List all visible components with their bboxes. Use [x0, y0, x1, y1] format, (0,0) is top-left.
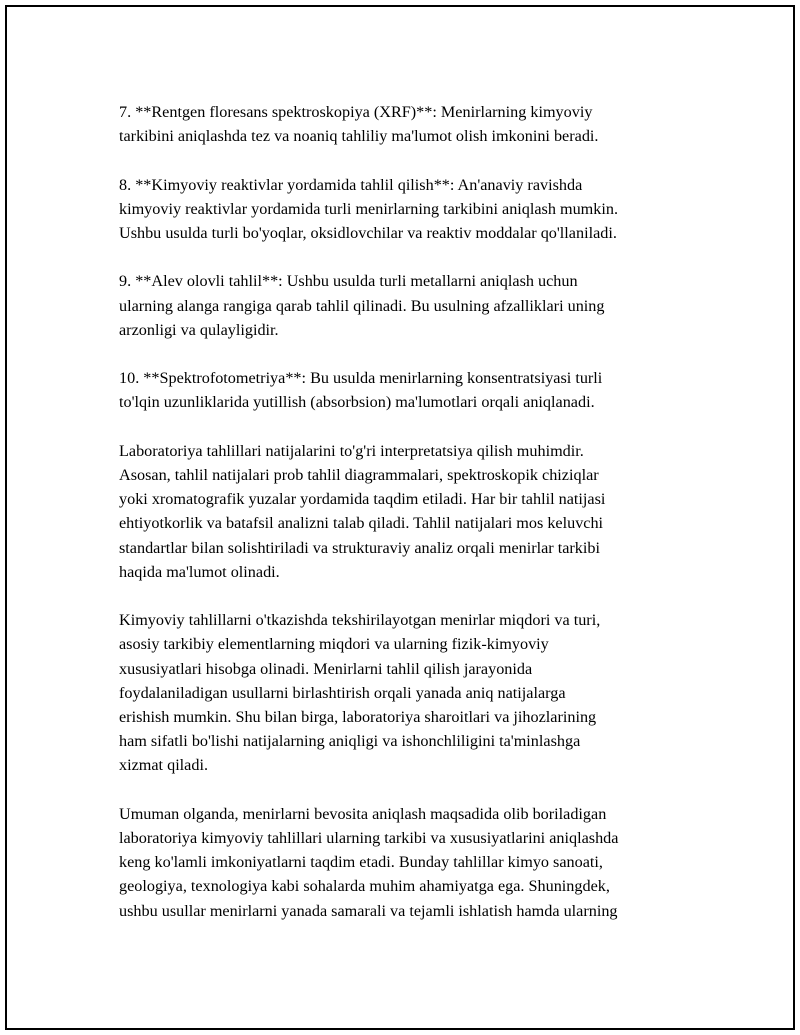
- page-frame: [5, 5, 795, 1030]
- paragraph-conclusion: Umuman olganda, menirlarni bevosita aniqlash maqsadida olib boriladigan laboratoriya kimyoviy tahlillari ularning tarkibi va xususiyatlarini aniqlashda keng ko'lamli imkoniyatlarni taqdim etadi. Bunday tahlillar kimyo sanoati, geologiya, texnologiya kabi sohalarda muhim ahamiyatga ega. Shuningdek, ushbu usullar menirlarni yanada samarali va tejamli ishlatish hamda ularning: [119, 804, 619, 920]
- paragraph-spectrophotometry: 10. **Spektrofotometriya**: Bu usulda menirlarning konsentratsiyasi turli to'lqin uzunliklarida yutillish (absorbsion) ma'lumotlari orqali aniqlanadi.: [119, 369, 603, 412]
- paragraph-chemical-reagents: 8. **Kimyoviy reaktivlar yordamida tahlil qilish**: An'anaviy ravishda kimyoviy reaktivlar yordamida turli menirlarning tarkibini aniqlash mumkin. Ushbu usulda turli bo'yoqlar, oksidlovchilar va reaktiv moddalar qo'llaniladi.: [119, 175, 619, 242]
- paragraph-interpretation: Laboratoriya tahlillari natijalarini to'g'ri interpretatsiya qilish muhimdir. Asosan, tahlil natijalari prob tahlil diagrammalari, spektroskopik chiziqlar yoki xromatografik yuzalar yordamida taqdim etiladi. Har bir tahlil natijasi ehtiyotkorlik va batafsil analizni talab qiladi. Tahlil natijalari mos keluvchi standartlar bilan solishtiriladi va strukturaviy analiz orqali menirlar tarkibi haqida ma'lumot olinadi.: [119, 441, 606, 581]
- paragraph-flame-analysis: 9. **Alev olovli tahlil**: Ushbu usulda turli metallarni aniqlash uchun ularning alanga rangiga qarab tahlil qilinadi. Bu usulning afzalliklari uning arzonligi va qulayligidir.: [119, 272, 605, 339]
- page-body: [119, 100, 699, 947]
- paragraph-chemical-analysis: Kimyoviy tahlillarni o'tkazishda tekshirilayotgan menirlar miqdori va turi, asosiy tarkibiy elementlarning miqdori va ularning fizik-kimyoviy xususiyatlari hisobga olinadi. Menirlarni tahlil qilish jarayonida foydalaniladigan usullarni birlashtirish orqali yanada aniq natijalarga erishish mumkin. Shu bilan birga, laboratoriya sharoitlari va jihozlarining ham sifatli bo'lishi natijalarning aniqligi va ishonchliligini ta'minlashga xizmat qiladi.: [119, 611, 601, 775]
- paragraph-xrf: 7. **Rentgen floresans spektroskopiya (XRF)**: Menirlarning kimyoviy tarkibini aniqlashda tez va noaniq tahliliy ma'lumot olish imkonini beradi.: [119, 103, 599, 146]
